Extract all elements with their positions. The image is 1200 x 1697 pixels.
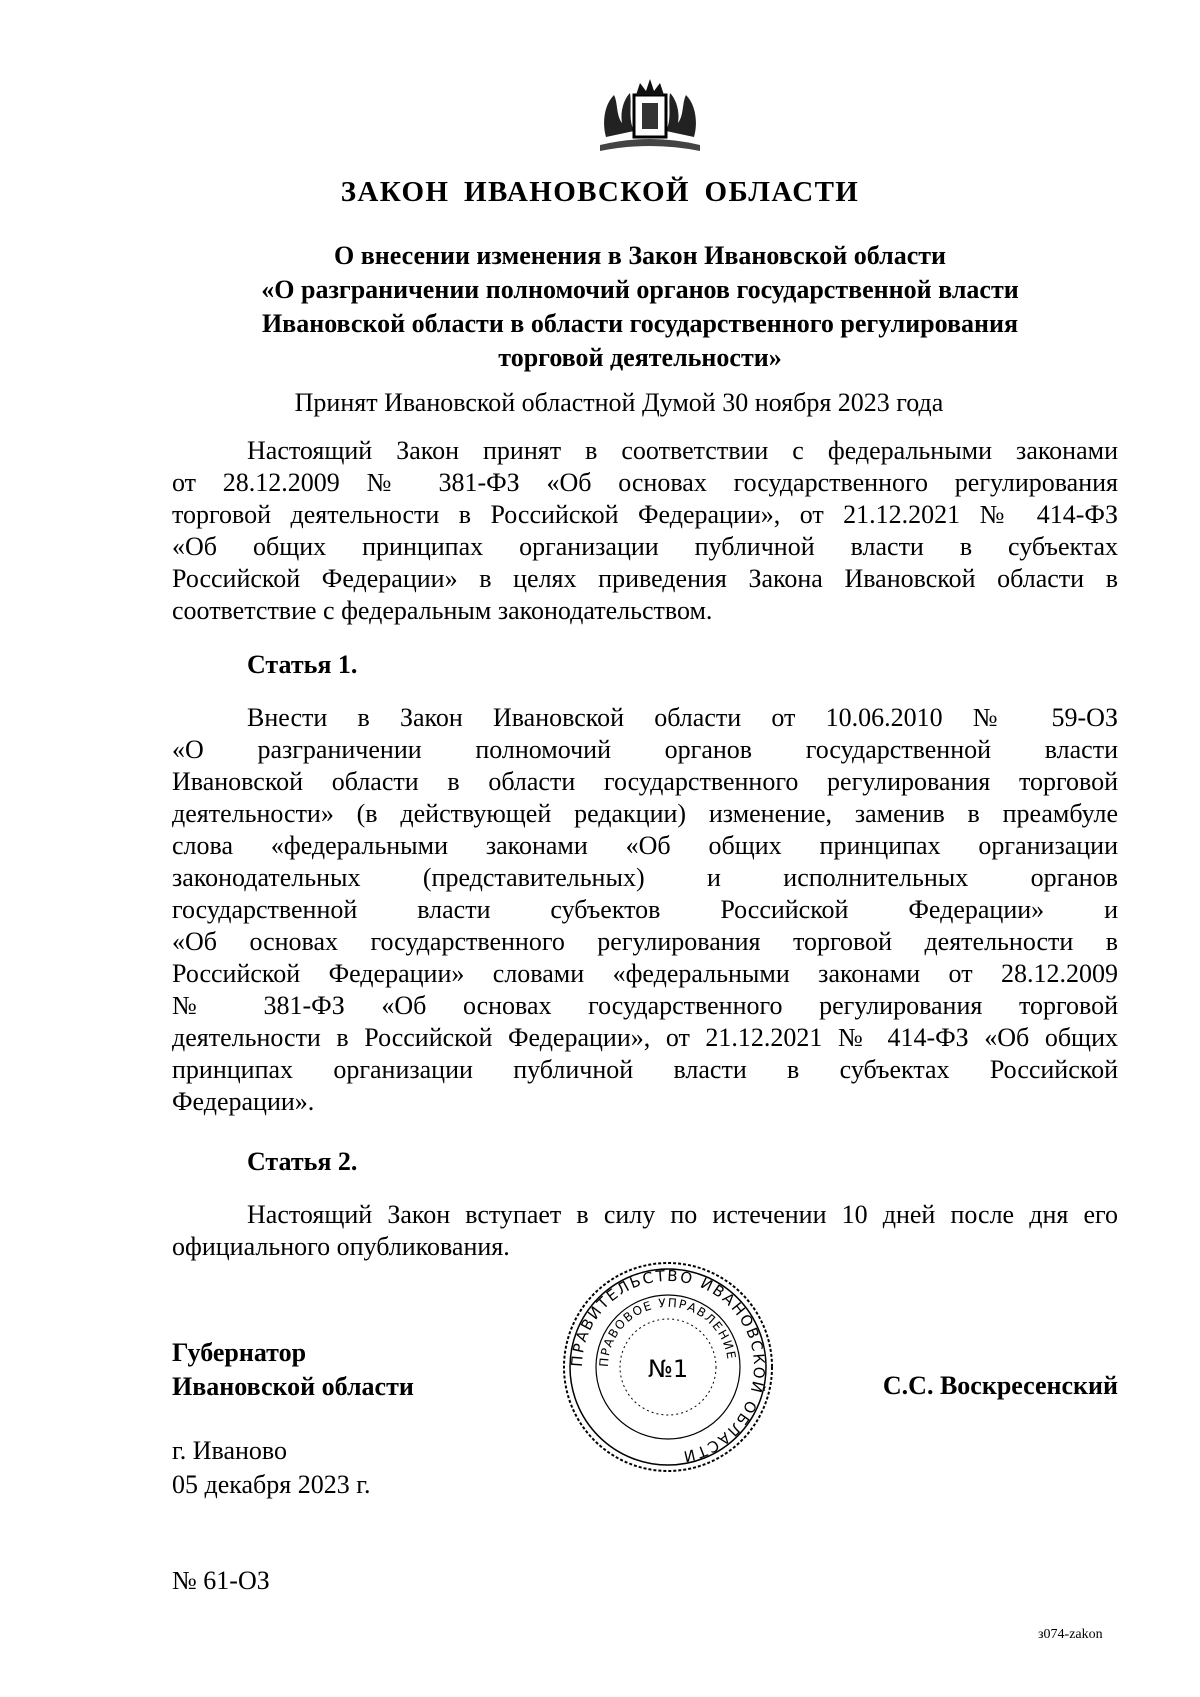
position-line: Губернатор — [172, 1338, 307, 1367]
text-line: деятельности» (в действующей редакции) изменение, заменив в преамбуле — [172, 799, 1118, 828]
text-line: Российской Федерации» в целях приведения Закона Ивановской области в — [172, 564, 1118, 593]
text-line: Российской Федерации» словами «федеральными законами от 28.12.2009 — [172, 959, 1118, 988]
text-line: деятельности в Российской Федерации», от 21.12.2021 № 414-ФЗ «Об общих — [172, 1023, 1118, 1052]
subtitle-line: О внесении изменения в Закон Ивановской области — [333, 241, 947, 270]
text-line: государственной власти субъектов Российской Федерации» и — [172, 895, 1118, 924]
date: 05 декабря 2023 г. — [172, 1470, 371, 1499]
text-line: Настоящий Закон принят в соответствии с федеральными законами — [247, 436, 1118, 465]
stamp-inner-text: ПРАВОВОЕ УПРАВЛЕНИЕ — [596, 1295, 739, 1368]
text-line: № 381-ФЗ «Об основах государственного регулирования торговой — [172, 991, 1118, 1020]
article-2-heading: Статья 2. — [247, 1147, 358, 1176]
text-line: официального опубликования. — [172, 1232, 510, 1261]
file-code: з074-zakon — [1038, 1627, 1103, 1642]
stamp-center-number: №1 — [647, 1355, 689, 1383]
text-line: «Об общих принципах организации публичной власти в субъектах — [172, 532, 1118, 561]
position-line: Ивановской области — [172, 1372, 414, 1401]
law-subtitle — [160, 239, 1120, 375]
text-line: «О разграничении полномочий органов государственной власти — [172, 735, 1118, 764]
text-line: Ивановской области в области государственного регулирования торговой — [172, 767, 1118, 796]
article-1-paragraph — [172, 702, 1118, 1118]
text-line: слова «федеральными законами «Об общих принципах организации — [172, 831, 1118, 860]
text-line: соответствие с федеральным законодательством. — [172, 596, 713, 625]
text-line: Настоящий Закон вступает в силу по истечении 10 дней после дня его — [247, 1200, 1118, 1229]
official-stamp — [560, 1259, 776, 1475]
signatory-name: С.С. Воскресенский — [882, 1371, 1118, 1400]
article-1-heading: Статья 1. — [247, 650, 358, 679]
subtitle-line: «О разграничении полномочий органов государственной власти — [261, 275, 1019, 304]
signatory-position — [172, 1336, 414, 1404]
text-line: законодательных (представительных) и исполнительных органов — [172, 863, 1118, 892]
text-line: «Об основах государственного регулирования торговой деятельности в — [172, 927, 1118, 956]
place-and-date — [172, 1434, 370, 1502]
coat-of-arms-icon — [596, 75, 704, 155]
text-line: Федерации». — [172, 1087, 315, 1116]
article-2-paragraph — [172, 1199, 1118, 1263]
subtitle-line: торговой деятельности» — [498, 343, 782, 372]
text-line: от 28.12.2009 № 381-ФЗ «Об основах государственного регулирования — [172, 468, 1118, 497]
adoption-line: Принят Ивановской областной Думой 30 ноября 2023 года — [294, 388, 944, 417]
text-line: Внести в Закон Ивановской области от 10.06.2010 № 59-ОЗ — [247, 703, 1118, 732]
preamble-paragraph — [172, 435, 1118, 627]
text-line: принципах организации публичной власти в субъектах Российской — [172, 1055, 1118, 1084]
text-line: торговой деятельности в Российской Федерации», от 21.12.2021 № 414-ФЗ — [172, 500, 1118, 529]
subtitle-line: Ивановской области в области государственного регулирования — [261, 309, 1019, 338]
document-title: ЗАКОН ИВАНОВСКОЙ ОБЛАСТИ — [340, 176, 860, 208]
stamp-outer-text: ПРАВИТЕЛЬСТВО ИВАНОВСКОЙ ОБЛАСТИ — [567, 1266, 769, 1466]
law-number: № 61-ОЗ — [172, 1566, 270, 1595]
place: г. Иваново — [172, 1436, 287, 1465]
